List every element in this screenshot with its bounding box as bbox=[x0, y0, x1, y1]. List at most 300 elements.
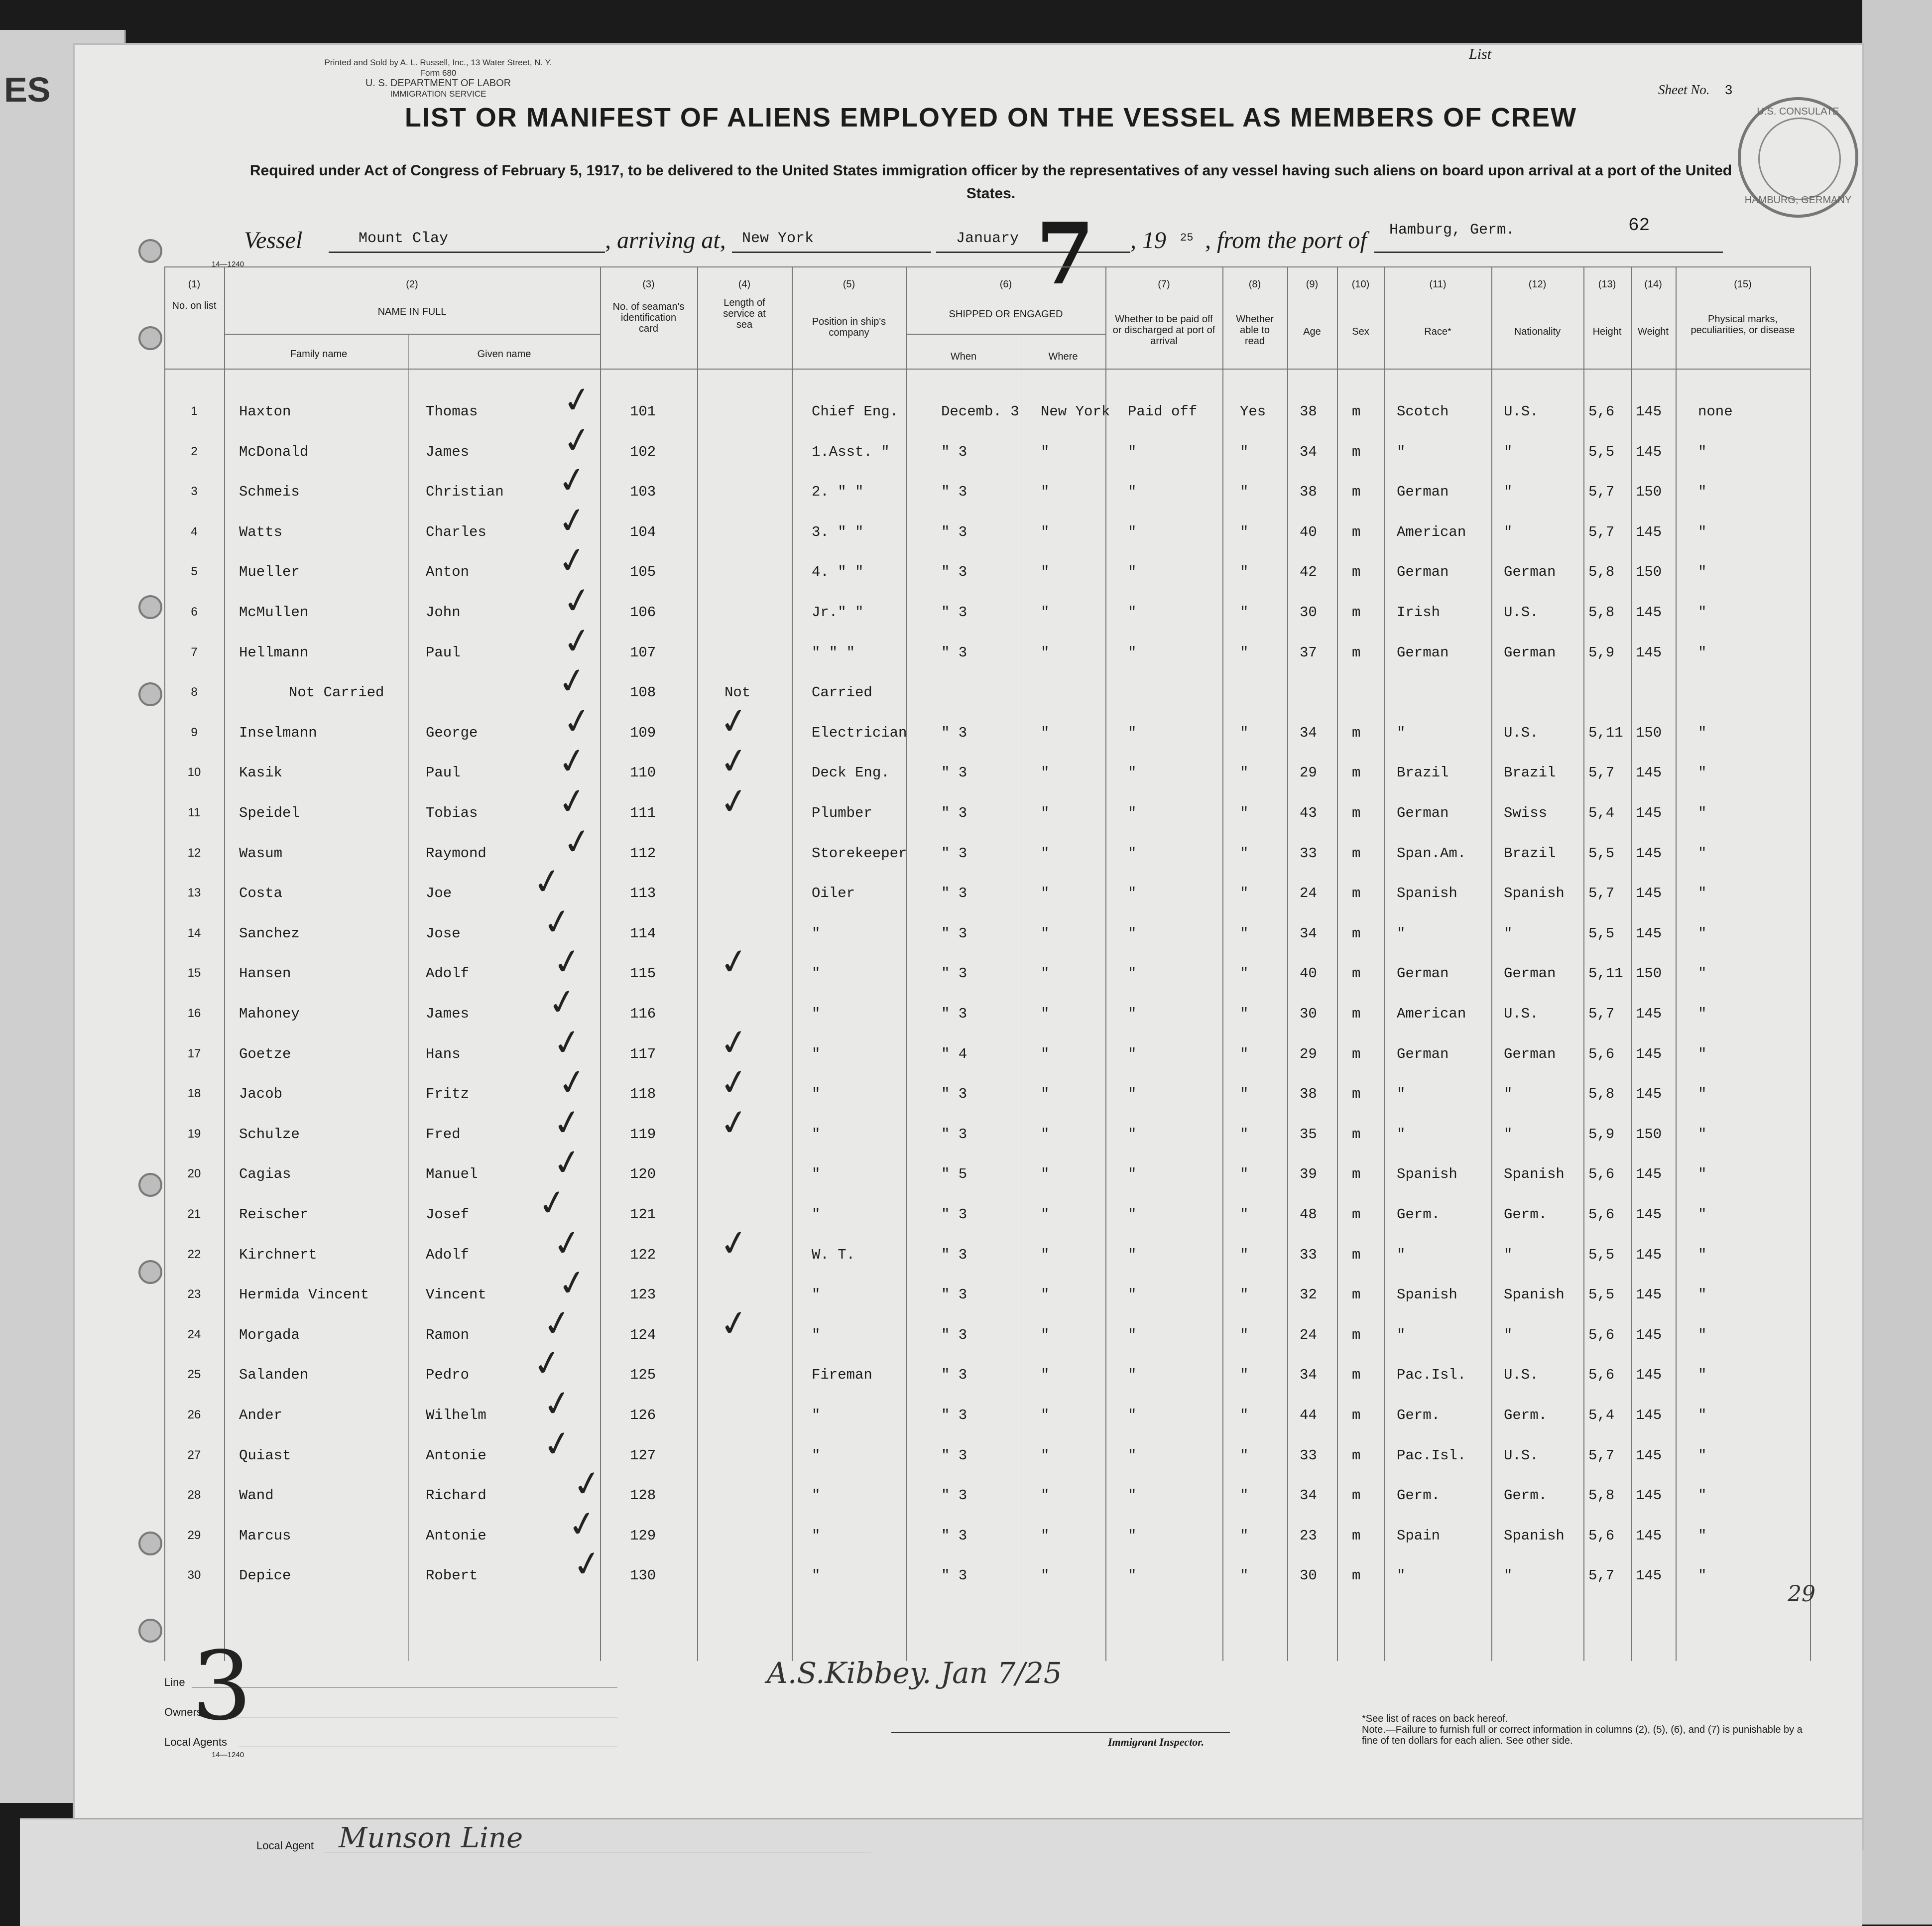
sex: m bbox=[1352, 443, 1361, 460]
family-name: McDonald bbox=[239, 443, 309, 460]
table-subrule bbox=[408, 334, 409, 1661]
check-mark-icon: ✓ bbox=[549, 1140, 586, 1185]
shipped-where: " bbox=[1041, 443, 1050, 460]
check-mark-icon: ✓ bbox=[554, 457, 591, 503]
race: Pac.Isl. bbox=[1397, 1367, 1466, 1384]
service-check-mark-icon: ✓ bbox=[716, 738, 752, 784]
passenger-count: 62 bbox=[1628, 215, 1650, 236]
physical-marks: " bbox=[1698, 885, 1707, 902]
physical-marks: " bbox=[1698, 564, 1707, 581]
given-name: Tobias bbox=[426, 805, 478, 821]
height: 5,7 bbox=[1588, 1006, 1615, 1022]
row-number: 4 bbox=[191, 524, 198, 538]
family-name: Salanden bbox=[239, 1367, 309, 1384]
nationality: German bbox=[1504, 1045, 1556, 1062]
col11-head: Race* bbox=[1424, 326, 1451, 337]
family-name: Haxton bbox=[239, 403, 291, 420]
col15-number: (15) bbox=[1734, 279, 1752, 290]
paid-off: " bbox=[1128, 1006, 1137, 1022]
race: " bbox=[1397, 1326, 1406, 1343]
sex: m bbox=[1352, 1367, 1361, 1384]
age: 32 bbox=[1300, 1286, 1317, 1303]
paid-off: " bbox=[1128, 644, 1137, 661]
card-number: 121 bbox=[630, 1206, 656, 1223]
family-name: Hellmann bbox=[239, 644, 309, 661]
check-mark-icon: ✓ bbox=[529, 859, 566, 904]
shipped-where: " bbox=[1041, 1527, 1050, 1544]
paid-off: Paid off bbox=[1128, 403, 1198, 420]
paid-off: " bbox=[1128, 1166, 1137, 1183]
page-title: LIST OR MANIFEST OF ALIENS EMPLOYED ON THE VESSEL AS MEMBERS OF CREW bbox=[404, 103, 1577, 132]
sex: m bbox=[1352, 925, 1361, 942]
shipped-when: " 3 bbox=[941, 1126, 967, 1143]
weight: 145 bbox=[1636, 1006, 1662, 1022]
nationality: " bbox=[1504, 1567, 1513, 1584]
height: 5,8 bbox=[1588, 1086, 1615, 1103]
age: 23 bbox=[1300, 1527, 1317, 1544]
given-name: Joe bbox=[426, 885, 452, 902]
col4-head: Length of service at sea bbox=[723, 297, 766, 330]
able-to-read: " bbox=[1240, 1367, 1249, 1384]
shipped-where: " bbox=[1041, 1567, 1050, 1584]
service-check-mark-icon: ✓ bbox=[716, 1100, 752, 1146]
nationality: German bbox=[1504, 965, 1556, 982]
sex: m bbox=[1352, 1126, 1361, 1143]
height: 5,6 bbox=[1588, 403, 1615, 420]
col2-head: NAME IN FULL bbox=[377, 306, 447, 317]
race: German bbox=[1397, 805, 1449, 821]
weight: 145 bbox=[1636, 765, 1662, 781]
shipped-where: " bbox=[1041, 1206, 1050, 1223]
physical-marks: " bbox=[1698, 644, 1707, 661]
col7-head: Whether to be paid off or discharged at port of arrival bbox=[1112, 314, 1215, 347]
paid-off: " bbox=[1128, 805, 1137, 821]
col1-head: No. on list bbox=[172, 300, 217, 311]
race: American bbox=[1397, 1006, 1466, 1022]
able-to-read: " bbox=[1240, 885, 1249, 902]
age: 39 bbox=[1300, 1166, 1317, 1183]
given-name: Thomas bbox=[426, 403, 478, 420]
check-mark-icon: ✓ bbox=[539, 899, 576, 945]
sheet-value: 3 bbox=[1724, 84, 1733, 99]
height: 5,5 bbox=[1588, 925, 1615, 942]
shipped-when: " 3 bbox=[941, 484, 967, 501]
paid-off: " bbox=[1128, 1567, 1137, 1584]
given-name: Josef bbox=[426, 1206, 470, 1223]
family-name: Kasik bbox=[239, 765, 283, 781]
row-number: 10 bbox=[187, 766, 201, 779]
family-name: Depice bbox=[239, 1567, 291, 1584]
position: " bbox=[812, 1206, 821, 1223]
weight: 145 bbox=[1636, 1567, 1662, 1584]
arrival-month: January bbox=[956, 230, 1019, 247]
nationality: U.S. bbox=[1504, 604, 1539, 621]
family-name: Morgada bbox=[239, 1326, 300, 1343]
service-check-mark-icon: ✓ bbox=[716, 1300, 752, 1346]
shipped-where: " bbox=[1041, 925, 1050, 942]
given-name: Manuel bbox=[426, 1166, 478, 1183]
position: 1.Asst. " bbox=[812, 443, 890, 460]
col6-head: SHIPPED OR ENGAGED bbox=[949, 309, 1063, 320]
paid-off: " bbox=[1128, 1527, 1137, 1544]
card-number: 108 bbox=[630, 684, 656, 701]
shipped-where: " bbox=[1041, 564, 1050, 581]
shipped-where: " bbox=[1041, 1006, 1050, 1022]
able-to-read: " bbox=[1240, 1527, 1249, 1544]
local-agent-handwritten: Munson Line bbox=[339, 1822, 523, 1854]
age: 34 bbox=[1300, 443, 1317, 460]
given-name: James bbox=[426, 443, 470, 460]
age: 30 bbox=[1300, 1006, 1317, 1022]
able-to-read: " bbox=[1240, 1126, 1249, 1143]
weight: 145 bbox=[1636, 1086, 1662, 1103]
right-page-edge bbox=[1862, 0, 1932, 1925]
age: 40 bbox=[1300, 965, 1317, 982]
underlying-page-fragment: ES bbox=[4, 70, 51, 109]
given-name: James bbox=[426, 1006, 470, 1022]
family-name: Hansen bbox=[239, 965, 291, 982]
age: 29 bbox=[1300, 1045, 1317, 1062]
sex: m bbox=[1352, 1326, 1361, 1343]
table-rule bbox=[1105, 266, 1106, 1661]
able-to-read: " bbox=[1240, 1286, 1249, 1303]
check-mark-icon: ✓ bbox=[549, 1020, 586, 1065]
height: 5,11 bbox=[1588, 965, 1623, 982]
shipped-where: " bbox=[1041, 1086, 1050, 1103]
race: German bbox=[1397, 484, 1449, 501]
col3-head: No. of seaman's identification card bbox=[612, 301, 685, 334]
shipped-where: " bbox=[1041, 1126, 1050, 1143]
position: 4. " " bbox=[812, 564, 864, 581]
race: Span.Am. bbox=[1397, 845, 1466, 862]
age: 37 bbox=[1300, 644, 1317, 661]
height: 5,7 bbox=[1588, 885, 1615, 902]
check-mark-icon: ✓ bbox=[554, 738, 591, 784]
service-check-mark-icon: ✓ bbox=[716, 778, 752, 824]
given-name: Fritz bbox=[426, 1086, 470, 1103]
able-to-read: " bbox=[1240, 1045, 1249, 1062]
position: " bbox=[812, 1086, 821, 1103]
nationality: Spanish bbox=[1504, 885, 1565, 902]
row-number: 3 bbox=[191, 485, 198, 499]
shipped-when: " 3 bbox=[941, 805, 967, 821]
race: Germ. bbox=[1397, 1407, 1441, 1423]
shipped-where: " bbox=[1041, 523, 1050, 540]
able-to-read: " bbox=[1240, 845, 1249, 862]
able-to-read: " bbox=[1240, 1567, 1249, 1584]
shipped-where: " bbox=[1041, 1487, 1050, 1504]
shipped-when: " 4 bbox=[941, 1045, 967, 1062]
able-to-read: " bbox=[1240, 1447, 1249, 1464]
table-rule bbox=[1337, 266, 1338, 1661]
check-mark-icon: ✓ bbox=[554, 778, 591, 824]
family-name: Kirchnert bbox=[239, 1246, 317, 1263]
printer-block bbox=[164, 57, 712, 99]
given-name: Anton bbox=[426, 564, 470, 581]
height: 5,4 bbox=[1588, 805, 1615, 821]
physical-marks: " bbox=[1698, 1206, 1707, 1223]
age: 29 bbox=[1300, 765, 1317, 781]
row-number: 1 bbox=[191, 404, 198, 418]
shipped-when: " 3 bbox=[941, 1086, 967, 1103]
card-number: 101 bbox=[630, 403, 656, 420]
name-subheader-rule bbox=[224, 334, 600, 335]
nationality: U.S. bbox=[1504, 1447, 1539, 1464]
family-name: Ander bbox=[239, 1407, 283, 1423]
weight: 145 bbox=[1636, 1367, 1662, 1384]
card-number: 125 bbox=[630, 1367, 656, 1384]
row-number: 16 bbox=[187, 1007, 201, 1020]
physical-marks: " bbox=[1698, 1527, 1707, 1544]
physical-marks: " bbox=[1698, 1045, 1707, 1062]
nationality: Spanish bbox=[1504, 1286, 1565, 1303]
card-number: 104 bbox=[630, 523, 656, 540]
footnote-penalty: Note.—Failure to furnish full or correct information in columns (2), (5), (6), and (7) is punishable by a fine of ten dollars for each alien. See other side. bbox=[1362, 1724, 1803, 1746]
row-number: 28 bbox=[187, 1488, 201, 1502]
check-mark-icon: ✓ bbox=[569, 1541, 605, 1587]
race: German bbox=[1397, 1045, 1449, 1062]
weight: 150 bbox=[1636, 564, 1662, 581]
line-label: Line bbox=[164, 1676, 185, 1688]
position: Chief Eng. bbox=[812, 403, 899, 420]
sex: m bbox=[1352, 1487, 1361, 1504]
given-name: Charles bbox=[426, 523, 486, 540]
card-number: 126 bbox=[630, 1407, 656, 1423]
check-mark-icon: ✓ bbox=[539, 1421, 576, 1467]
sex: m bbox=[1352, 885, 1361, 902]
nationality: " bbox=[1504, 1246, 1513, 1263]
shipped-when: " 3 bbox=[941, 523, 967, 540]
weight: 145 bbox=[1636, 523, 1662, 540]
sex: m bbox=[1352, 1206, 1361, 1223]
given-name: Wilhelm bbox=[426, 1407, 486, 1423]
position: " bbox=[812, 1407, 821, 1423]
check-mark-icon: ✓ bbox=[539, 1381, 576, 1426]
check-mark-icon: ✓ bbox=[539, 1300, 576, 1346]
card-number: 114 bbox=[630, 925, 656, 942]
paid-off: " bbox=[1128, 1286, 1137, 1303]
table-rule bbox=[1676, 266, 1677, 1661]
family-name: Reischer bbox=[239, 1206, 309, 1223]
nationality: Germ. bbox=[1504, 1206, 1548, 1223]
printer-line: Printed and Sold by A. L. Russell, Inc., 13 Water Street, N. Y. bbox=[324, 58, 552, 67]
page-subtitle: Required under Act of Congress of February 5, 1917, to be delivered to the United States immigration officer by the representatives of any vessel having such aliens on board upon arrival at a port of the United States. bbox=[249, 162, 1732, 202]
family-name: Cagias bbox=[239, 1166, 291, 1183]
family-name: Marcus bbox=[239, 1527, 291, 1544]
sex: m bbox=[1352, 1527, 1361, 1544]
owners-label: Owners bbox=[164, 1706, 202, 1718]
nationality: Germ. bbox=[1504, 1407, 1548, 1423]
shipped-where: " bbox=[1041, 765, 1050, 781]
able-to-read: " bbox=[1240, 765, 1249, 781]
family-name: Wasum bbox=[239, 845, 283, 862]
table-rule bbox=[224, 266, 225, 1661]
paid-off: " bbox=[1128, 1447, 1137, 1464]
physical-marks: " bbox=[1698, 443, 1707, 460]
card-number: 128 bbox=[630, 1487, 656, 1504]
race: German bbox=[1397, 965, 1449, 982]
paid-off: " bbox=[1128, 1086, 1137, 1103]
department: U. S. DEPARTMENT OF LABOR bbox=[365, 78, 511, 89]
punch-hole bbox=[138, 326, 162, 350]
height: 5,6 bbox=[1588, 1527, 1615, 1544]
shipped-when: " 3 bbox=[941, 1006, 967, 1022]
card-number: 105 bbox=[630, 564, 656, 581]
table-rule bbox=[1384, 266, 1385, 1661]
check-mark-icon: ✓ bbox=[559, 618, 596, 664]
footnote bbox=[1362, 1713, 1810, 1746]
col5-head: Position in ship's company bbox=[812, 316, 886, 338]
shipped-where: " bbox=[1041, 1286, 1050, 1303]
table-rule bbox=[1222, 266, 1223, 1661]
age: 33 bbox=[1300, 845, 1317, 862]
service: IMMIGRATION SERVICE bbox=[390, 89, 486, 99]
age: 33 bbox=[1300, 1246, 1317, 1263]
position: " bbox=[812, 1286, 821, 1303]
position: Plumber bbox=[812, 805, 872, 821]
nationality: " bbox=[1504, 443, 1513, 460]
weight: 145 bbox=[1636, 1045, 1662, 1062]
punch-hole bbox=[138, 1532, 162, 1555]
shipped-when: " 3 bbox=[941, 1367, 967, 1384]
row-number: 6 bbox=[191, 605, 198, 619]
from-port: Hamburg, Germ. bbox=[1389, 222, 1515, 239]
weight: 145 bbox=[1636, 1206, 1662, 1223]
col3-number: (3) bbox=[642, 279, 655, 290]
weight: 145 bbox=[1636, 1246, 1662, 1263]
able-to-read: " bbox=[1240, 484, 1249, 501]
row-number: 19 bbox=[187, 1127, 201, 1141]
position: Electrician bbox=[812, 724, 907, 741]
card-number: 122 bbox=[630, 1246, 656, 1263]
age: 34 bbox=[1300, 1367, 1317, 1384]
able-to-read: " bbox=[1240, 805, 1249, 821]
age: 42 bbox=[1300, 564, 1317, 581]
nationality: " bbox=[1504, 1086, 1513, 1103]
race: Spain bbox=[1397, 1527, 1441, 1544]
physical-marks: " bbox=[1698, 484, 1707, 501]
able-to-read: " bbox=[1240, 1246, 1249, 1263]
age: 43 bbox=[1300, 805, 1317, 821]
position: W. T. bbox=[812, 1246, 855, 1263]
position: " bbox=[812, 1487, 821, 1504]
check-mark-icon: ✓ bbox=[549, 1220, 586, 1266]
shipped-when: Decemb. 3 bbox=[941, 403, 1019, 420]
race: German bbox=[1397, 644, 1449, 661]
arriving-label: , arriving at, bbox=[605, 227, 726, 254]
shipped-when: " 5 bbox=[941, 1166, 967, 1183]
family-name: Not Carried bbox=[289, 684, 384, 701]
row-number: 11 bbox=[188, 806, 201, 819]
given-name: Pedro bbox=[426, 1367, 470, 1384]
punch-hole bbox=[138, 1173, 162, 1197]
table-top-rule bbox=[164, 266, 1810, 267]
race: Pac.Isl. bbox=[1397, 1447, 1466, 1464]
race: Spanish bbox=[1397, 885, 1457, 902]
col10-number: (10) bbox=[1351, 279, 1370, 290]
nationality: U.S. bbox=[1504, 724, 1539, 741]
height: 5,6 bbox=[1588, 1045, 1615, 1062]
col12-head: Nationality bbox=[1514, 326, 1561, 337]
row-number: 17 bbox=[187, 1046, 201, 1060]
physical-marks: " bbox=[1698, 925, 1707, 942]
race: American bbox=[1397, 523, 1466, 540]
nationality: " bbox=[1504, 523, 1513, 540]
able-to-read: " bbox=[1240, 965, 1249, 982]
nationality: Brazil bbox=[1504, 765, 1556, 781]
paid-off: " bbox=[1128, 1206, 1137, 1223]
col6-number: (6) bbox=[999, 279, 1012, 290]
shipped-where: New York bbox=[1041, 403, 1110, 420]
card-number: 109 bbox=[630, 724, 656, 741]
given-name: Jose bbox=[426, 925, 461, 942]
age: 34 bbox=[1300, 1487, 1317, 1504]
position: " bbox=[812, 1567, 821, 1584]
sex: m bbox=[1352, 403, 1361, 420]
table-rule bbox=[1491, 266, 1492, 1661]
row-number: 5 bbox=[191, 565, 198, 579]
height: 5,8 bbox=[1588, 604, 1615, 621]
sex: m bbox=[1352, 1086, 1361, 1103]
height: 5,5 bbox=[1588, 845, 1615, 862]
punch-hole bbox=[138, 682, 162, 706]
shipped-where: " bbox=[1041, 1407, 1050, 1423]
family-name: Quiast bbox=[239, 1447, 291, 1464]
given-name: Ramon bbox=[426, 1326, 470, 1343]
paid-off: " bbox=[1128, 1126, 1137, 1143]
nationality: " bbox=[1504, 484, 1513, 501]
given-name: Adolf bbox=[426, 1246, 470, 1263]
physical-marks: " bbox=[1698, 1086, 1707, 1103]
position: " bbox=[812, 1166, 821, 1183]
age: 44 bbox=[1300, 1407, 1317, 1423]
shipped-when: " 3 bbox=[941, 1286, 967, 1303]
card-number: 103 bbox=[630, 484, 656, 501]
weight: 150 bbox=[1636, 1126, 1662, 1143]
shipped-where: " bbox=[1041, 644, 1050, 661]
service-check-mark-icon: ✓ bbox=[716, 1220, 752, 1266]
height: 5,5 bbox=[1588, 443, 1615, 460]
family-name: Hermida Vincent bbox=[239, 1286, 369, 1303]
check-mark-icon: ✓ bbox=[559, 819, 596, 865]
physical-marks: " bbox=[1698, 1367, 1707, 1384]
sex: m bbox=[1352, 523, 1361, 540]
sex: m bbox=[1352, 1286, 1361, 1303]
sex: m bbox=[1352, 1166, 1361, 1183]
height: 5,5 bbox=[1588, 1286, 1615, 1303]
shipped-when: " 3 bbox=[941, 765, 967, 781]
card-number: 130 bbox=[630, 1567, 656, 1584]
able-to-read: " bbox=[1240, 604, 1249, 621]
given-name: Raymond bbox=[426, 845, 486, 862]
shipped-when: " 3 bbox=[941, 1246, 967, 1263]
race: " bbox=[1397, 1086, 1406, 1103]
physical-marks: " bbox=[1698, 845, 1707, 862]
table-rule bbox=[1287, 266, 1288, 1661]
position: " bbox=[812, 1006, 821, 1022]
position: 3. " " bbox=[812, 523, 864, 540]
height: 5,7 bbox=[1588, 1447, 1615, 1464]
from-underline bbox=[1374, 252, 1723, 253]
able-to-read: Yes bbox=[1240, 403, 1266, 420]
row-number: 15 bbox=[187, 966, 201, 980]
family-name: Speidel bbox=[239, 805, 300, 821]
check-mark-icon: ✓ bbox=[554, 658, 591, 704]
family-name: Schulze bbox=[239, 1126, 300, 1143]
able-to-read: " bbox=[1240, 564, 1249, 581]
card-number: 113 bbox=[630, 885, 656, 902]
weight: 145 bbox=[1636, 1487, 1662, 1504]
